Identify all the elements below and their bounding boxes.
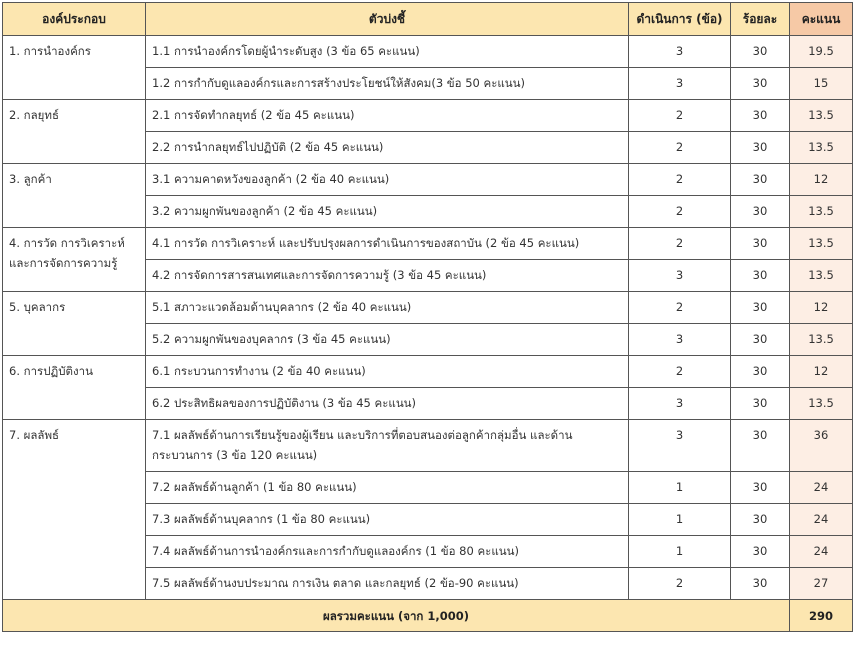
table-body xyxy=(3,36,853,600)
count-cell: 2 xyxy=(629,568,731,600)
count-cell: 2 xyxy=(629,164,731,196)
header-count: ดำเนินการ (ข้อ) xyxy=(629,3,731,36)
indicator-cell: 4.1 การวัด การวิเคราะห์ และปรับปรุงผลการดำเนินการของสถาบัน (2 ข้อ 45 คะแนน) xyxy=(146,228,629,260)
indicator-cell: 7.5 ผลลัพธ์ด้านงบประมาณ การเงิน ตลาด และกลยุทธ์ (2 ข้อ-90 คะแนน) xyxy=(146,568,629,600)
count-cell: 3 xyxy=(629,388,731,420)
percent-cell: 30 xyxy=(731,196,790,228)
count-cell: 3 xyxy=(629,36,731,68)
table-row xyxy=(3,228,853,260)
component-cell: 5. บุคลากร xyxy=(3,292,146,356)
percent-cell: 30 xyxy=(731,388,790,420)
indicator-cell: 3.1 ความคาดหวังของลูกค้า (2 ข้อ 40 คะแนน) xyxy=(146,164,629,196)
indicator-cell: 2.1 การจัดทำกลยุทธ์ (2 ข้อ 45 คะแนน) xyxy=(146,100,629,132)
indicator-cell: 5.1 สภาวะแวดล้อมด้านบุคลากร (2 ข้อ 40 คะแนน) xyxy=(146,292,629,324)
indicator-cell: 2.2 การนำกลยุทธ์ไปปฏิบัติ (2 ข้อ 45 คะแนน) xyxy=(146,132,629,164)
component-cell: 1. การนำองค์กร xyxy=(3,36,146,100)
score-cell: 24 xyxy=(790,536,853,568)
component-cell: 4. การวัด การวิเคราะห์ และการจัดการความรู้ xyxy=(3,228,146,292)
score-cell: 13.5 xyxy=(790,324,853,356)
count-cell: 2 xyxy=(629,100,731,132)
count-cell: 1 xyxy=(629,504,731,536)
table-row xyxy=(3,356,853,388)
percent-cell: 30 xyxy=(731,504,790,536)
score-cell: 13.5 xyxy=(790,196,853,228)
indicator-cell: 7.1 ผลลัพธ์ด้านการเรียนรู้ของผู้เรียน และบริการที่ตอบสนองต่อลูกค้ากลุ่มอื่น และด้านกระบวนการ (3 ข้อ 120 คะแนน) xyxy=(146,420,629,472)
score-cell: 12 xyxy=(790,356,853,388)
header-indicator: ตัวบ่งชี้ xyxy=(146,3,629,36)
indicator-cell: 7.4 ผลลัพธ์ด้านการนำองค์กรและการกำกับดูแลองค์กร (1 ข้อ 80 คะแนน) xyxy=(146,536,629,568)
score-cell: 12 xyxy=(790,164,853,196)
percent-cell: 30 xyxy=(731,356,790,388)
count-cell: 1 xyxy=(629,536,731,568)
score-cell: 36 xyxy=(790,420,853,472)
count-cell: 3 xyxy=(629,260,731,292)
count-cell: 2 xyxy=(629,292,731,324)
count-cell: 1 xyxy=(629,472,731,504)
score-table xyxy=(2,2,853,632)
total-score: 290 xyxy=(790,600,853,632)
table-row xyxy=(3,36,853,68)
score-cell: 13.5 xyxy=(790,228,853,260)
percent-cell: 30 xyxy=(731,260,790,292)
percent-cell: 30 xyxy=(731,420,790,472)
indicator-cell: 6.1 กระบวนการทำงาน (2 ข้อ 40 คะแนน) xyxy=(146,356,629,388)
percent-cell: 30 xyxy=(731,228,790,260)
indicator-cell: 1.1 การนำองค์กรโดยผู้นำระดับสูง (3 ข้อ 65 คะแนน) xyxy=(146,36,629,68)
percent-cell: 30 xyxy=(731,132,790,164)
header-score: คะแนน xyxy=(790,3,853,36)
header-component: องค์ประกอบ xyxy=(3,3,146,36)
indicator-cell: 5.2 ความผูกพันของบุคลากร (3 ข้อ 45 คะแนน) xyxy=(146,324,629,356)
count-cell: 2 xyxy=(629,196,731,228)
indicator-cell: 4.2 การจัดการสารสนเทศและการจัดการความรู้ (3 ข้อ 45 คะแนน) xyxy=(146,260,629,292)
total-row xyxy=(3,600,853,632)
score-cell: 27 xyxy=(790,568,853,600)
component-cell: 7. ผลลัพธ์ xyxy=(3,420,146,600)
percent-cell: 30 xyxy=(731,568,790,600)
percent-cell: 30 xyxy=(731,324,790,356)
percent-cell: 30 xyxy=(731,164,790,196)
count-cell: 2 xyxy=(629,356,731,388)
indicator-cell: 1.2 การกำกับดูแลองค์กรและการสร้างประโยชน์ให้สังคม(3 ข้อ 50 คะแนน) xyxy=(146,68,629,100)
score-cell: 13.5 xyxy=(790,132,853,164)
score-cell: 13.5 xyxy=(790,100,853,132)
table-row xyxy=(3,292,853,324)
component-cell: 6. การปฏิบัติงาน xyxy=(3,356,146,420)
header-row xyxy=(3,3,853,36)
component-cell: 3. ลูกค้า xyxy=(3,164,146,228)
component-cell: 2. กลยุทธ์ xyxy=(3,100,146,164)
count-cell: 2 xyxy=(629,228,731,260)
score-cell: 15 xyxy=(790,68,853,100)
indicator-cell: 7.2 ผลลัพธ์ด้านลูกค้า (1 ข้อ 80 คะแนน) xyxy=(146,472,629,504)
indicator-cell: 7.3 ผลลัพธ์ด้านบุคลากร (1 ข้อ 80 คะแนน) xyxy=(146,504,629,536)
indicator-cell: 3.2 ความผูกพันของลูกค้า (2 ข้อ 45 คะแนน) xyxy=(146,196,629,228)
header-percent: ร้อยละ xyxy=(731,3,790,36)
table-row xyxy=(3,420,853,472)
percent-cell: 30 xyxy=(731,100,790,132)
percent-cell: 30 xyxy=(731,536,790,568)
table-row xyxy=(3,100,853,132)
count-cell: 3 xyxy=(629,420,731,472)
count-cell: 3 xyxy=(629,324,731,356)
percent-cell: 30 xyxy=(731,36,790,68)
score-cell: 12 xyxy=(790,292,853,324)
percent-cell: 30 xyxy=(731,292,790,324)
percent-cell: 30 xyxy=(731,68,790,100)
count-cell: 2 xyxy=(629,132,731,164)
score-cell: 19.5 xyxy=(790,36,853,68)
score-cell: 24 xyxy=(790,504,853,536)
total-label: ผลรวมคะแนน (จาก 1,000) xyxy=(3,600,790,632)
indicator-cell: 6.2 ประสิทธิผลของการปฏิบัติงาน (3 ข้อ 45 คะแนน) xyxy=(146,388,629,420)
score-cell: 24 xyxy=(790,472,853,504)
score-cell: 13.5 xyxy=(790,260,853,292)
score-cell: 13.5 xyxy=(790,388,853,420)
table-row xyxy=(3,164,853,196)
percent-cell: 30 xyxy=(731,472,790,504)
count-cell: 3 xyxy=(629,68,731,100)
